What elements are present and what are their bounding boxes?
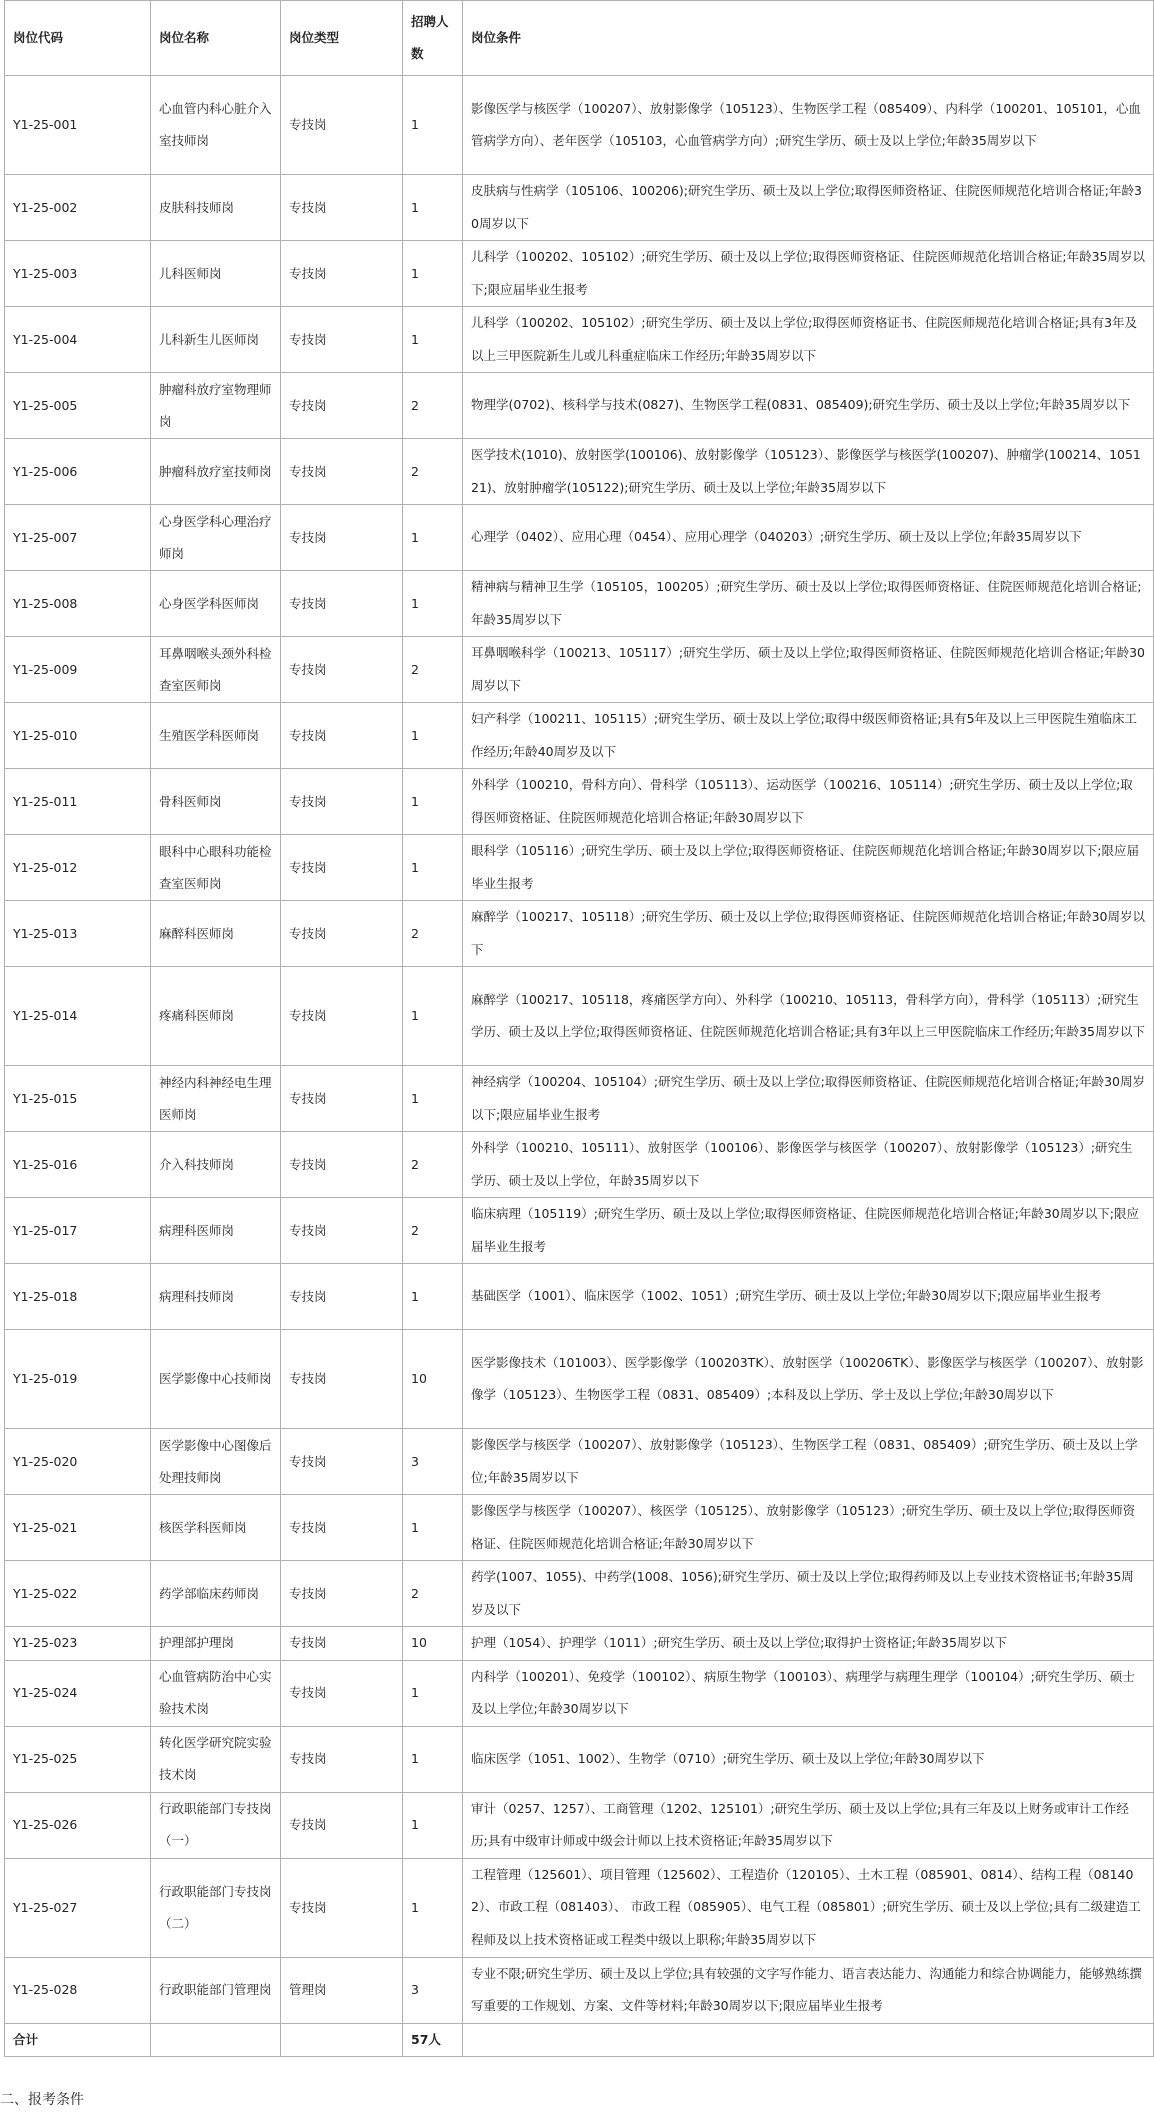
cell-conditions: 物理学(0702)、核科学与技术(0827)、生物医学工程(0831、085409);研究生学历、硕士及以上学位;年龄35周岁以下 [463, 373, 1154, 439]
cell-type: 专技岗 [281, 505, 403, 571]
cell-count: 1 [403, 703, 463, 769]
cell-count: 1 [403, 1495, 463, 1561]
cell-type: 专技岗 [281, 1627, 403, 1661]
cell-count: 2 [403, 1198, 463, 1264]
cell-type: 专技岗 [281, 769, 403, 835]
cell-code: Y1-25-018 [5, 1264, 151, 1330]
recruitment-table [4, 0, 1154, 2057]
cell-code: Y1-25-014 [5, 967, 151, 1066]
cell-name: 生殖医学科医师岗 [151, 703, 281, 769]
total-row [5, 2023, 1154, 2056]
cell-type: 专技岗 [281, 175, 403, 241]
cell-conditions: 皮肤病与性病学（105106、100206);研究生学历、硕士及以上学位;取得医师资格证、住院医师规范化培训合格证;年龄30周岁以下 [463, 175, 1154, 241]
cell-code: Y1-25-001 [5, 76, 151, 175]
cell-count: 3 [403, 1429, 463, 1495]
table-row [5, 307, 1154, 373]
total-count: 57人 [403, 2023, 463, 2056]
table-row [5, 1330, 1154, 1429]
cell-name: 介入科技师岗 [151, 1132, 281, 1198]
cell-count: 10 [403, 1627, 463, 1661]
cell-name: 行政职能部门专技岗（一） [151, 1792, 281, 1858]
cell-name: 转化医学研究院实验技术岗 [151, 1726, 281, 1792]
table-row [5, 769, 1154, 835]
cell-count: 1 [403, 1726, 463, 1792]
cell-conditions: 儿科学（100202、105102）;研究生学历、硕士及以上学位;取得医师资格证书、住院医师规范化培训合格证;具有3年及以上三甲医院新生儿或儿科重症临床工作经历;年龄35周岁以下 [463, 307, 1154, 373]
cell-type: 专技岗 [281, 307, 403, 373]
cell-type: 专技岗 [281, 241, 403, 307]
cell-type: 专技岗 [281, 1132, 403, 1198]
table-header-row [5, 1, 1154, 76]
cell-name: 骨科医师岗 [151, 769, 281, 835]
cell-type: 专技岗 [281, 1660, 403, 1726]
cell-conditions: 心理学（0402）、应用心理（0454）、应用心理学（040203）;研究生学历、硕士及以上学位;年龄35周岁以下 [463, 505, 1154, 571]
cell-code: Y1-25-020 [5, 1429, 151, 1495]
table-body [5, 76, 1154, 2024]
cell-code: Y1-25-022 [5, 1561, 151, 1627]
cell-name: 儿科新生儿医师岗 [151, 307, 281, 373]
cell-count: 2 [403, 637, 463, 703]
table-row [5, 1066, 1154, 1132]
cell-conditions: 麻醉学（100217、105118）;研究生学历、硕士及以上学位;取得医师资格证、住院医师规范化培训合格证;年龄30周岁以下 [463, 901, 1154, 967]
table-row [5, 1561, 1154, 1627]
table-row [5, 1264, 1154, 1330]
cell-code: Y1-25-007 [5, 505, 151, 571]
cell-conditions: 神经病学（100204、105104）;研究生学历、硕士及以上学位;取得医师资格证、住院医师规范化培训合格证;年龄30周岁以下;限应届毕业生报考 [463, 1066, 1154, 1132]
cell-name: 药学部临床药师岗 [151, 1561, 281, 1627]
cell-name: 病理科医师岗 [151, 1198, 281, 1264]
table-row [5, 967, 1154, 1066]
cell-code: Y1-25-024 [5, 1660, 151, 1726]
cell-name: 肿瘤科放疗室技师岗 [151, 439, 281, 505]
header-conditions: 岗位条件 [463, 1, 1154, 76]
cell-type: 专技岗 [281, 1264, 403, 1330]
cell-conditions: 药学(1007、1055)、中药学(1008、1056);研究生学历、硕士及以上学位;取得药师及以上专业技术资格证书;年龄35周岁及以下 [463, 1561, 1154, 1627]
total-empty-3 [463, 2023, 1154, 2056]
cell-conditions: 外科学（100210，骨科方向）、骨科学（105113）、运动医学（100216、105114）;研究生学历、硕士及以上学位;取得医师资格证、住院医师规范化培训合格证;年龄30周岁以下 [463, 769, 1154, 835]
cell-type: 专技岗 [281, 1198, 403, 1264]
cell-type: 专技岗 [281, 703, 403, 769]
cell-type: 专技岗 [281, 901, 403, 967]
total-label: 合计 [5, 2023, 151, 2056]
cell-count: 1 [403, 76, 463, 175]
cell-type: 专技岗 [281, 439, 403, 505]
cell-conditions: 医学影像技术（101003）、医学影像学（100203TK）、放射医学（100206TK）、影像医学与核医学（100207）、放射影像学（105123）、生物医学工程（0831、085409）;本科及以上学历、学士及以上学位;年龄30周岁以下 [463, 1330, 1154, 1429]
cell-conditions: 审计（0257、1257）、工商管理（1202、125101）;研究生学历、硕士及以上学位;具有三年及以上财务或审计工作经历;具有中级审计师或中级会计师以上技术资格证;年龄35周岁以下 [463, 1792, 1154, 1858]
recruitment-table-wrapper [4, 0, 1153, 2057]
cell-conditions: 临床病理（105119）;研究生学历、硕士及以上学位;取得医师资格证、住院医师规范化培训合格证;年龄30周岁以下;限应届毕业生报考 [463, 1198, 1154, 1264]
cell-type: 专技岗 [281, 1561, 403, 1627]
table-row [5, 1957, 1154, 2023]
cell-count: 1 [403, 175, 463, 241]
total-empty-2 [281, 2023, 403, 2056]
cell-name: 心血管病防治中心实验技术岗 [151, 1660, 281, 1726]
cell-name: 行政职能部门专技岗（二） [151, 1858, 281, 1957]
cell-name: 麻醉科医师岗 [151, 901, 281, 967]
table-row [5, 835, 1154, 901]
table-row [5, 1132, 1154, 1198]
cell-code: Y1-25-003 [5, 241, 151, 307]
cell-name: 行政职能部门管理岗 [151, 1957, 281, 2023]
table-row [5, 373, 1154, 439]
cell-conditions: 麻醉学（100217、105118，疼痛医学方向）、外科学（100210、105113，骨科学方向），骨科学（105113）;研究生学历、硕士及以上学位;取得医师资格证、住院医师规范化培训合格证;具有3年以上三甲医院临床工作经历;年龄35周岁以下 [463, 967, 1154, 1066]
cell-name: 神经内科神经电生理医师岗 [151, 1066, 281, 1132]
cell-conditions: 影像医学与核医学（100207）、核医学（105125）、放射影像学（105123）;研究生学历、硕士及以上学位;取得医师资格证、住院医师规范化培训合格证;年龄30周岁以下 [463, 1495, 1154, 1561]
cell-name: 疼痛科医师岗 [151, 967, 281, 1066]
cell-conditions: 眼科学（105116）;研究生学历、硕士及以上学位;取得医师资格证、住院医师规范化培训合格证;年龄30周岁以下;限应届毕业生报考 [463, 835, 1154, 901]
cell-conditions: 护理（1054）、护理学（1011）;研究生学历、硕士及以上学位;取得护士资格证;年龄35周岁以下 [463, 1627, 1154, 1661]
cell-code: Y1-25-002 [5, 175, 151, 241]
cell-code: Y1-25-025 [5, 1726, 151, 1792]
cell-code: Y1-25-023 [5, 1627, 151, 1661]
cell-name: 病理科技师岗 [151, 1264, 281, 1330]
cell-count: 10 [403, 1330, 463, 1429]
cell-count: 1 [403, 1264, 463, 1330]
cell-count: 1 [403, 769, 463, 835]
cell-type: 管理岗 [281, 1957, 403, 2023]
cell-type: 专技岗 [281, 637, 403, 703]
cell-count: 1 [403, 1660, 463, 1726]
table-row [5, 571, 1154, 637]
cell-conditions: 专业不限;研究生学历、硕士及以上学位;具有较强的文字写作能力、语言表达能力、沟通能力和综合协调能力，能够熟练撰写重要的工作规划、方案、文件等材料;年龄30周岁以下;限应届毕业生报考 [463, 1957, 1154, 2023]
cell-conditions: 儿科学（100202、105102）;研究生学历、硕士及以上学位;取得医师资格证、住院医师规范化培训合格证;年龄35周岁以下;限应届毕业生报考 [463, 241, 1154, 307]
cell-type: 专技岗 [281, 1330, 403, 1429]
cell-name: 护理部护理岗 [151, 1627, 281, 1661]
cell-code: Y1-25-004 [5, 307, 151, 373]
cell-count: 1 [403, 571, 463, 637]
cell-count: 1 [403, 1066, 463, 1132]
cell-count: 2 [403, 1561, 463, 1627]
cell-type: 专技岗 [281, 571, 403, 637]
table-row [5, 1858, 1154, 1957]
cell-type: 专技岗 [281, 1792, 403, 1858]
table-row [5, 439, 1154, 505]
cell-code: Y1-25-011 [5, 769, 151, 835]
table-row [5, 703, 1154, 769]
table-row [5, 1660, 1154, 1726]
cell-conditions: 临床医学（1051、1002）、生物学（0710）;研究生学历、硕士及以上学位;年龄30周岁以下 [463, 1726, 1154, 1792]
cell-conditions: 基础医学（1001）、临床医学（1002、1051）;研究生学历、硕士及以上学位;年龄30周岁以下;限应届毕业生报考 [463, 1264, 1154, 1330]
cell-count: 1 [403, 1792, 463, 1858]
cell-code: Y1-25-017 [5, 1198, 151, 1264]
cell-count: 1 [403, 241, 463, 307]
cell-count: 2 [403, 1132, 463, 1198]
cell-count: 1 [403, 1858, 463, 1957]
cell-type: 专技岗 [281, 967, 403, 1066]
cell-name: 眼科中心眼科功能检查室医师岗 [151, 835, 281, 901]
table-row [5, 1429, 1154, 1495]
cell-code: Y1-25-012 [5, 835, 151, 901]
table-row [5, 175, 1154, 241]
cell-count: 1 [403, 307, 463, 373]
cell-count: 2 [403, 373, 463, 439]
cell-type: 专技岗 [281, 1495, 403, 1561]
cell-name: 医学影像中心技师岗 [151, 1330, 281, 1429]
cell-code: Y1-25-009 [5, 637, 151, 703]
table-row [5, 901, 1154, 967]
cell-count: 1 [403, 835, 463, 901]
cell-name: 核医学科医师岗 [151, 1495, 281, 1561]
table-row [5, 241, 1154, 307]
cell-code: Y1-25-015 [5, 1066, 151, 1132]
cell-name: 心身医学科心理治疗师岗 [151, 505, 281, 571]
cell-code: Y1-25-026 [5, 1792, 151, 1858]
cell-type: 专技岗 [281, 1429, 403, 1495]
cell-name: 儿科医师岗 [151, 241, 281, 307]
table-row [5, 505, 1154, 571]
table-row [5, 76, 1154, 175]
cell-conditions: 医学技术(1010)、放射医学(100106)、放射影像学（105123）、影像医学与核医学(100207)、肿瘤学(100214、105121)、放射肿瘤学(105122);研究生学历、硕士及以上学位;年龄35周岁以下 [463, 439, 1154, 505]
table-row [5, 1627, 1154, 1661]
cell-count: 2 [403, 439, 463, 505]
cell-conditions: 耳鼻咽喉科学（100213、105117）;研究生学历、硕士及以上学位;取得医师资格证、住院医师规范化培训合格证;年龄30周岁以下 [463, 637, 1154, 703]
cell-code: Y1-25-010 [5, 703, 151, 769]
cell-type: 专技岗 [281, 373, 403, 439]
cell-type: 专技岗 [281, 1858, 403, 1957]
cell-name: 医学影像中心图像后处理技师岗 [151, 1429, 281, 1495]
cell-type: 专技岗 [281, 835, 403, 901]
total-empty-1 [151, 2023, 281, 2056]
table-row [5, 637, 1154, 703]
cell-count: 1 [403, 967, 463, 1066]
cell-count: 1 [403, 505, 463, 571]
cell-code: Y1-25-016 [5, 1132, 151, 1198]
table-row [5, 1495, 1154, 1561]
table-row [5, 1792, 1154, 1858]
cell-code: Y1-25-019 [5, 1330, 151, 1429]
cell-conditions: 精神病与精神卫生学（105105，100205）;研究生学历、硕士及以上学位;取得医师资格证、住院医师规范化培训合格证;年龄35周岁以下 [463, 571, 1154, 637]
cell-name: 耳鼻咽喉头颈外科检查室医师岗 [151, 637, 281, 703]
cell-conditions: 外科学（100210、105111）、放射医学（100106）、影像医学与核医学（100207）、放射影像学（105123）;研究生学历、硕士及以上学位，年龄35周岁以下 [463, 1132, 1154, 1198]
cell-conditions: 内科学（100201）、免疫学（100102）、病原生物学（100103）、病理学与病理生理学（100104）;研究生学历、硕士及以上学位;年龄30周岁以下 [463, 1660, 1154, 1726]
cell-type: 专技岗 [281, 1726, 403, 1792]
table-row [5, 1726, 1154, 1792]
header-code: 岗位代码 [5, 1, 151, 76]
cell-conditions: 工程管理（125601）、项目管理（125602）、工程造价（120105）、土木工程（085901、0814）、结构工程（081402）、市政工程（081403）、 市政工程（085905）、电气工程（085801）;研究生学历、硕士及以上学位;具有二级建造工程师及以上技术资格证或工程类中级以上职称;年龄35周岁以下 [463, 1858, 1154, 1957]
cell-type: 专技岗 [281, 1066, 403, 1132]
cell-count: 3 [403, 1957, 463, 2023]
header-type: 岗位类型 [281, 1, 403, 76]
cell-code: Y1-25-027 [5, 1858, 151, 1957]
cell-name: 肿瘤科放疗室物理师岗 [151, 373, 281, 439]
cell-code: Y1-25-028 [5, 1957, 151, 2023]
header-count: 招聘人数 [403, 1, 463, 76]
cell-conditions: 影像医学与核医学（100207）、放射影像学（105123）、生物医学工程（0831、085409）;研究生学历、硕士及以上学位;年龄35周岁以下 [463, 1429, 1154, 1495]
cell-code: Y1-25-021 [5, 1495, 151, 1561]
cell-code: Y1-25-008 [5, 571, 151, 637]
cell-name: 心身医学科医师岗 [151, 571, 281, 637]
header-name: 岗位名称 [151, 1, 281, 76]
cell-code: Y1-25-013 [5, 901, 151, 967]
cell-count: 2 [403, 901, 463, 967]
table-row [5, 1198, 1154, 1264]
cell-name: 皮肤科技师岗 [151, 175, 281, 241]
cell-type: 专技岗 [281, 76, 403, 175]
cell-conditions: 影像医学与核医学（100207）、放射影像学（105123）、生物医学工程（085409）、内科学（100201、105101，心血管病学方向）、老年医学（105103，心血管病学方向）;研究生学历、硕士及以上学位;年龄35周岁以下 [463, 76, 1154, 175]
cell-name: 心血管内科心脏介入室技师岗 [151, 76, 281, 175]
section-heading-partial: 二、报考条件 [0, 2092, 84, 2108]
cell-code: Y1-25-006 [5, 439, 151, 505]
cell-conditions: 妇产科学（100211、105115）;研究生学历、硕士及以上学位;取得中级医师资格证;具有5年及以上三甲医院生殖临床工作经历;年龄40周岁及以下 [463, 703, 1154, 769]
cell-code: Y1-25-005 [5, 373, 151, 439]
